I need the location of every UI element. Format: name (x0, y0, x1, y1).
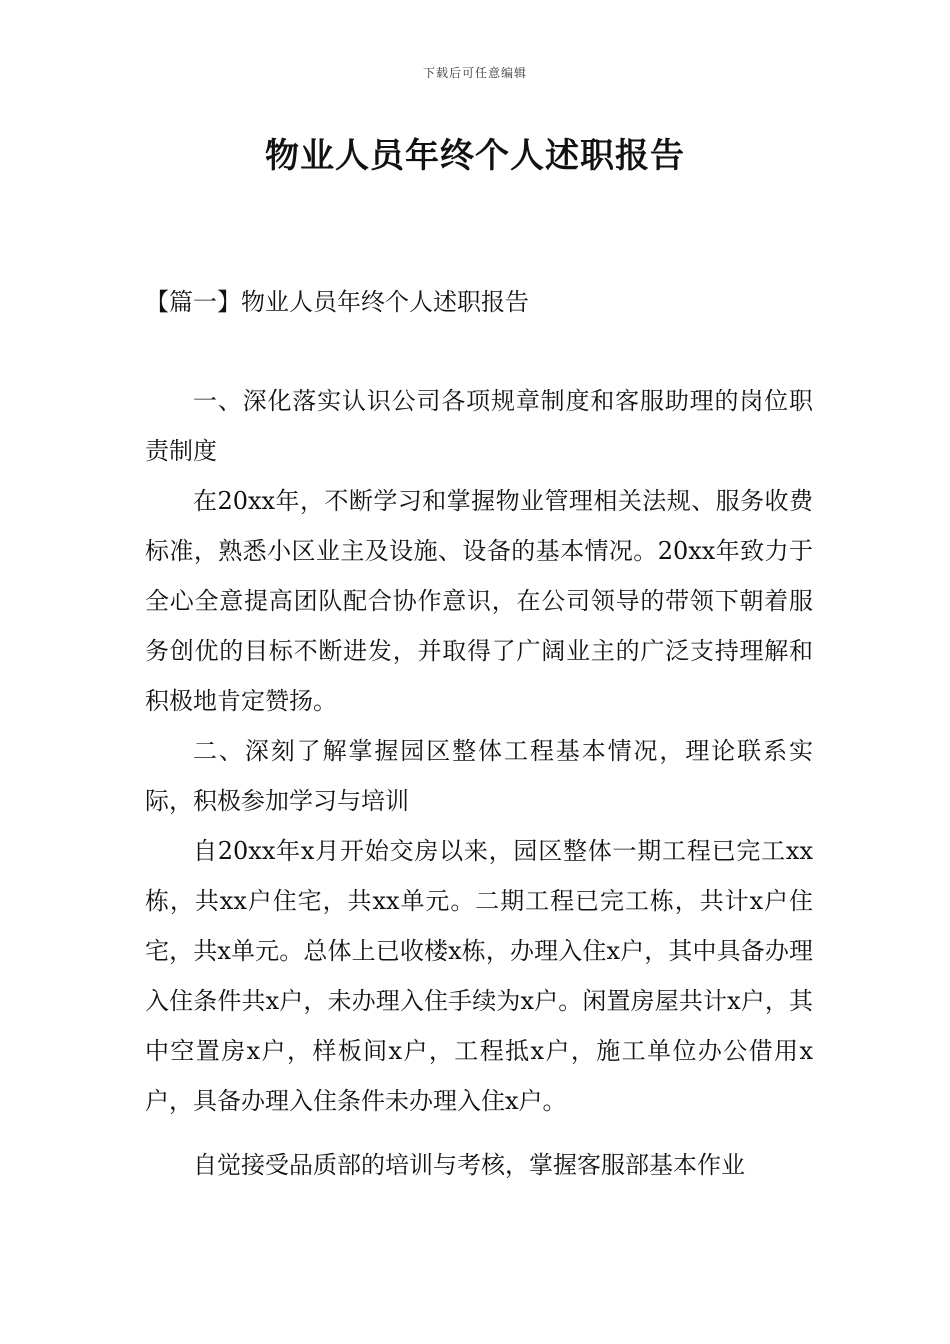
paragraph: 在20xx年，不断学习和掌握物业管理相关法规、服务收费标准，熟悉小区业主及设施、设备的基本情况。20xx年致力于全心全意提高团队配合协作意识，在公司领导的带领下朝着服务创优的目标不断进发，并取得了广阔业主的广泛支持理解和积极地肯定赞扬。 (145, 487, 813, 715)
paragraph: 自20xx年x月开始交房以来，园区整体一期工程已完工xx栋，共xx户住宅，共xx单元。二期工程已完工栋，共计x户住宅，共x单元。总体上已收楼x栋，办理入住x户，其中具备办理入住条件共x户，未办理入住手续为x户。闲置房屋共计x户，其中空置房x户，样板间x户，工程抵x户，施工单位办公借用x户，具备办理入住条件未办理入住x户。 (145, 837, 813, 1115)
document-title: 物业人员年终个人述职报告 (265, 136, 685, 176)
section-heading: 【篇一】物业人员年终个人述职报告 (145, 288, 529, 316)
paragraph: 自觉接受品质部的培训与考核，掌握客服部基本作业 (193, 1151, 745, 1179)
document-body (145, 376, 813, 1190)
paragraph: 二、深刻了解掌握园区整体工程基本情况，理论联系实际，积极参加学习与培训 (145, 737, 813, 815)
header-note: 下载后可任意编辑 (422, 66, 527, 80)
paragraph: 一、深化落实认识公司各项规章制度和客服助理的岗位职责制度 (145, 387, 813, 465)
